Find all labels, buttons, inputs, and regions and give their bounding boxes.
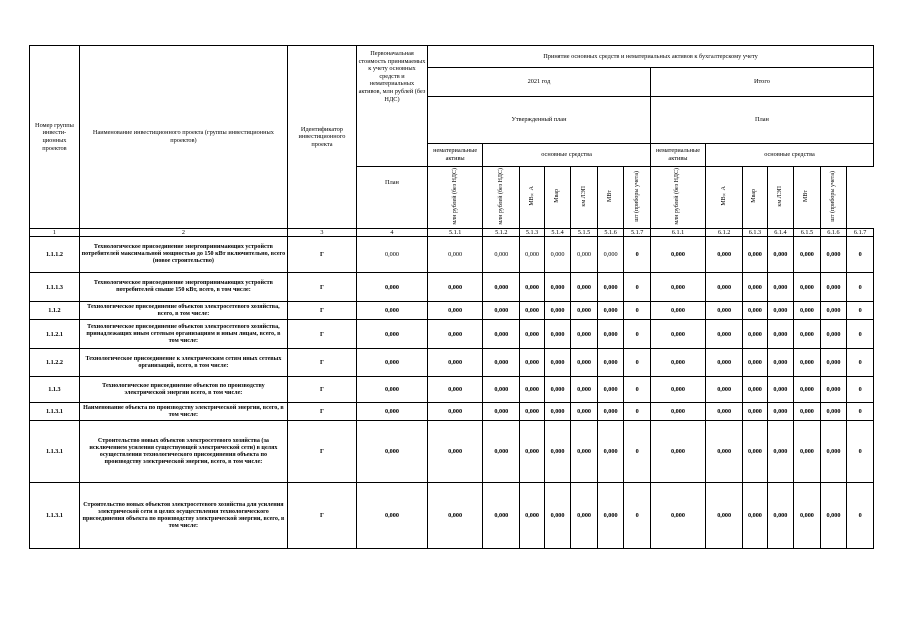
row-value-cell: 0,000 [743, 273, 767, 302]
unit-label: МВ×А [528, 186, 535, 206]
row-value-cell: 0,000 [706, 273, 743, 302]
row-value-cell: 0,000 [520, 421, 544, 483]
row-value-cell: 0,000 [571, 403, 598, 421]
row-value-cell: 0 [847, 377, 874, 403]
row-value-cell: 0,000 [650, 237, 705, 273]
row-value-cell: 0,000 [743, 320, 767, 349]
row-value-cell: 0,000 [571, 273, 598, 302]
column-index-cell: 5.1.2 [483, 229, 520, 237]
row-value-cell: 0,000 [597, 349, 624, 377]
row-value-cell: 0,000 [520, 273, 544, 302]
row-value-cell: 0,000 [794, 273, 821, 302]
row-value-cell: 0 [847, 421, 874, 483]
row-value-cell: 0,000 [820, 349, 847, 377]
table-row [30, 320, 874, 349]
column-index-cell: 5.1.6 [597, 229, 624, 237]
column-index-cell: 6.1.2 [706, 229, 743, 237]
row-value-cell: 0,000 [483, 483, 520, 549]
header-project-name: Наименование инвестиционного проекта (группы инвестиционных проектов) [79, 46, 287, 229]
row-value-cell: 0,000 [706, 421, 743, 483]
row-value-cell: 0,000 [483, 377, 520, 403]
row-value-cell: 0,000 [706, 320, 743, 349]
unit-label: МВт [607, 190, 614, 202]
row-project-name: Технологическое присоединение энергопринимающих устройств потребителей свыше 150 кВт, всего, в том числе: [79, 273, 287, 302]
row-value-cell: 0,000 [597, 421, 624, 483]
row-value-cell: 0,000 [483, 349, 520, 377]
row-plan-value: 0,000 [356, 349, 427, 377]
row-value-cell: 0,000 [597, 320, 624, 349]
unit-label: км ЛЭП [580, 185, 587, 207]
row-value-cell: 0,000 [544, 302, 571, 320]
row-value-cell: 0 [624, 302, 651, 320]
row-value-cell: 0,000 [571, 302, 598, 320]
row-value-cell: 0,000 [794, 302, 821, 320]
row-value-cell: 0,000 [650, 421, 705, 483]
row-value-cell: 0,000 [743, 349, 767, 377]
row-value-cell: 0,000 [794, 483, 821, 549]
row-value-cell: 0,000 [483, 273, 520, 302]
investment-table-document [29, 45, 874, 549]
row-value-cell: 0,000 [650, 273, 705, 302]
unit-label: млн рублей (без НДС) [674, 167, 681, 225]
row-value-cell: 0,000 [794, 377, 821, 403]
row-value-cell: 0,000 [650, 302, 705, 320]
header-total: Итого [650, 68, 873, 97]
row-value-cell: 0,000 [820, 273, 847, 302]
unit-label: шт (приборы учета) [829, 170, 836, 222]
row-project-name: Технологическое присоединение объектов электросетевого хозяйства, принадлежащих иным сетевым организациям и иным лицам, всего, в том числе: [79, 320, 287, 349]
row-identifier: Г [287, 421, 356, 483]
row-value-cell: 0,000 [520, 483, 544, 549]
unit-header-cell [544, 167, 571, 229]
row-value-cell: 0,000 [428, 377, 483, 403]
investment-table [29, 45, 874, 549]
row-value-cell: 0,000 [597, 483, 624, 549]
row-value-cell: 0 [847, 403, 874, 421]
row-value-cell: 0,000 [544, 349, 571, 377]
row-value-cell: 0,000 [544, 403, 571, 421]
row-value-cell: 0,000 [544, 377, 571, 403]
row-value-cell: 0,000 [520, 302, 544, 320]
row-value-cell: 0,000 [767, 403, 794, 421]
row-project-name: Технологическое присоединение энергопринимающих устройств потребителей максимальной мощностью до 150 кВт включительно, всего (новое строительство) [79, 237, 287, 273]
row-number: 1.1.3 [30, 377, 80, 403]
table-row [30, 273, 874, 302]
row-value-cell: 0,000 [767, 273, 794, 302]
header-fixed-assets: основные средства [706, 144, 874, 167]
row-value-cell: 0,000 [571, 320, 598, 349]
row-project-name: Строительство новых объектов электросетевого хозяйства (за исключением усиления существующей электрической сети) в целях осуществления технологического присоединения объекта по производству электрической энергии, всего, в том числе: [79, 421, 287, 483]
row-value-cell: 0,000 [571, 421, 598, 483]
table-row [30, 377, 874, 403]
row-plan-value: 0,000 [356, 302, 427, 320]
unit-header-cell [794, 167, 821, 229]
header-intangible-assets: нематериальные активы [428, 144, 483, 167]
row-value-cell: 0,000 [650, 403, 705, 421]
unit-label: км ЛЭП [776, 185, 783, 207]
row-identifier: Г [287, 320, 356, 349]
header-group-number: Номер группы инвести-ционных проектов [30, 46, 80, 229]
row-value-cell: 0,000 [706, 349, 743, 377]
row-number: 1.1.3.1 [30, 483, 80, 549]
unit-label: шт (приборы учета) [633, 170, 640, 222]
row-value-cell: 0,000 [767, 349, 794, 377]
row-value-cell: 0,000 [520, 237, 544, 273]
row-value-cell: 0,000 [483, 403, 520, 421]
unit-header-cell [767, 167, 794, 229]
row-plan-value: 0,000 [356, 320, 427, 349]
row-project-name: Технологическое присоединение к электрическим сетям иных сетевых организаций, всего, в том числе: [79, 349, 287, 377]
row-plan-value: 0,000 [356, 421, 427, 483]
column-index-cell: 5.1.5 [571, 229, 598, 237]
row-value-cell: 0,000 [820, 483, 847, 549]
row-value-cell: 0,000 [650, 483, 705, 549]
row-value-cell: 0,000 [428, 302, 483, 320]
row-number: 1.1.2 [30, 302, 80, 320]
row-value-cell: 0,000 [706, 302, 743, 320]
table-body [30, 237, 874, 549]
table-row [30, 483, 874, 549]
row-value-cell: 0,000 [428, 349, 483, 377]
row-value-cell: 0,000 [743, 483, 767, 549]
unit-header-cell [597, 167, 624, 229]
row-identifier: Г [287, 403, 356, 421]
row-value-cell: 0,000 [794, 349, 821, 377]
row-value-cell: 0 [847, 237, 874, 273]
unit-label: млн рублей (без НДС) [497, 167, 504, 225]
row-project-name: Наименование объекта по производству электрической энергии, всего, в том числе: [79, 403, 287, 421]
row-value-cell: 0,000 [650, 349, 705, 377]
row-value-cell: 0,000 [483, 421, 520, 483]
row-value-cell: 0 [847, 320, 874, 349]
row-value-cell: 0,000 [483, 237, 520, 273]
column-index-cell: 3 [287, 229, 356, 237]
row-value-cell: 0,000 [571, 237, 598, 273]
row-plan-value: 0,000 [356, 403, 427, 421]
unit-label: МВт [803, 190, 810, 202]
row-value-cell: 0,000 [820, 403, 847, 421]
row-value-cell: 0,000 [820, 302, 847, 320]
column-index-cell: 5.1.3 [520, 229, 544, 237]
row-value-cell: 0,000 [820, 377, 847, 403]
unit-header-cell [571, 167, 598, 229]
row-value-cell: 0,000 [820, 320, 847, 349]
unit-label: Мвар [554, 189, 561, 203]
row-value-cell: 0 [624, 483, 651, 549]
row-value-cell: 0,000 [743, 302, 767, 320]
row-value-cell: 0,000 [767, 302, 794, 320]
row-value-cell: 0,000 [544, 320, 571, 349]
table-row [30, 302, 874, 320]
row-value-cell: 0,000 [597, 273, 624, 302]
header-intangible-assets: нематериальные активы [650, 144, 705, 167]
table-row [30, 349, 874, 377]
row-value-cell: 0,000 [544, 237, 571, 273]
row-value-cell: 0 [624, 349, 651, 377]
row-value-cell: 0 [847, 483, 874, 549]
row-value-cell: 0,000 [650, 377, 705, 403]
row-value-cell: 0 [847, 349, 874, 377]
column-index-cell: 6.1.7 [847, 229, 874, 237]
header-project-id: Идентификатор инвестиционного проекта [287, 46, 356, 229]
column-index-cell: 1 [30, 229, 80, 237]
row-value-cell: 0 [624, 403, 651, 421]
unit-header-cell [624, 167, 651, 229]
row-value-cell: 0,000 [520, 377, 544, 403]
row-value-cell: 0 [624, 237, 651, 273]
row-value-cell: 0,000 [571, 377, 598, 403]
row-value-cell: 0,000 [706, 237, 743, 273]
column-index-cell: 6.1.1 [650, 229, 705, 237]
row-value-cell: 0,000 [544, 421, 571, 483]
unit-header-cell [743, 167, 767, 229]
row-value-cell: 0,000 [520, 403, 544, 421]
column-index-cell: 5.1.7 [624, 229, 651, 237]
row-value-cell: 0,000 [767, 377, 794, 403]
row-value-cell: 0 [847, 302, 874, 320]
row-value-cell: 0 [624, 320, 651, 349]
row-value-cell: 0,000 [743, 403, 767, 421]
row-value-cell: 0,000 [483, 320, 520, 349]
row-number: 1.1.2.2 [30, 349, 80, 377]
row-value-cell: 0,000 [767, 237, 794, 273]
row-number: 1.1.1.2 [30, 237, 80, 273]
row-value-cell: 0,000 [571, 349, 598, 377]
row-identifier: Г [287, 273, 356, 302]
header-plan-col4: План [356, 167, 427, 229]
row-identifier: Г [287, 377, 356, 403]
row-plan-value: 0,000 [356, 273, 427, 302]
table-row [30, 421, 874, 483]
row-value-cell: 0,000 [428, 483, 483, 549]
row-value-cell: 0,000 [794, 320, 821, 349]
row-value-cell: 0,000 [743, 377, 767, 403]
unit-label: Мвар [751, 189, 758, 203]
row-number: 1.1.3.1 [30, 421, 80, 483]
row-value-cell: 0,000 [820, 421, 847, 483]
row-value-cell: 0,000 [597, 302, 624, 320]
column-index-cell: 4 [356, 229, 427, 237]
header-year: 2021 год [428, 68, 651, 97]
row-value-cell: 0,000 [794, 421, 821, 483]
row-value-cell: 0,000 [743, 421, 767, 483]
unit-header-cell [483, 167, 520, 229]
row-value-cell: 0,000 [520, 320, 544, 349]
row-identifier: Г [287, 237, 356, 273]
row-value-cell: 0,000 [428, 273, 483, 302]
row-identifier: Г [287, 483, 356, 549]
row-plan-value: 0,000 [356, 483, 427, 549]
unit-label: млн рублей (без НДС) [451, 167, 458, 225]
row-value-cell: 0,000 [571, 483, 598, 549]
table-header [30, 46, 874, 237]
row-value-cell: 0,000 [428, 237, 483, 273]
unit-header-cell [706, 167, 743, 229]
column-index-cell: 5.1.4 [544, 229, 571, 237]
unit-header-cell [520, 167, 544, 229]
row-value-cell: 0,000 [428, 320, 483, 349]
row-value-cell: 0 [624, 273, 651, 302]
header-fixed-assets: основные средства [483, 144, 651, 167]
row-project-name: Строительство новых объектов электросетевого хозяйства для усиления электрической сети в целях осуществления технологического присоединения объекта по производству электрической энергии, всего, в том числе: [79, 483, 287, 549]
unit-header-cell [428, 167, 483, 229]
row-value-cell: 0,000 [520, 349, 544, 377]
row-value-cell: 0,000 [767, 421, 794, 483]
row-value-cell: 0,000 [794, 237, 821, 273]
row-value-cell: 0,000 [597, 377, 624, 403]
row-project-name: Технологическое присоединение объектов по производству электрической энергии всего, в том числе: [79, 377, 287, 403]
column-index-cell: 6.1.5 [794, 229, 821, 237]
row-value-cell: 0 [624, 421, 651, 483]
header-main: Принятие основных средств и нематериальных активов к бухгалтерскому учету [428, 46, 874, 68]
row-plan-value: 0,000 [356, 377, 427, 403]
row-value-cell: 0,000 [483, 302, 520, 320]
row-value-cell: 0 [847, 273, 874, 302]
row-project-name: Технологическое присоединение объектов электросетевого хозяйства, всего, в том числе: [79, 302, 287, 320]
row-value-cell: 0,000 [544, 483, 571, 549]
table-row [30, 237, 874, 273]
row-number: 1.1.2.1 [30, 320, 80, 349]
column-index-cell: 5.1.1 [428, 229, 483, 237]
column-index-cell: 6.1.6 [820, 229, 847, 237]
row-number: 1.1.1.3 [30, 273, 80, 302]
row-value-cell: 0,000 [544, 273, 571, 302]
row-value-cell: 0,000 [794, 403, 821, 421]
column-index-cell: 6.1.3 [743, 229, 767, 237]
table-row [30, 403, 874, 421]
row-value-cell: 0,000 [597, 237, 624, 273]
row-value-cell: 0,000 [428, 403, 483, 421]
unit-header-cell [650, 167, 705, 229]
header-approved-plan: Утвержденный план [428, 97, 651, 144]
row-value-cell: 0,000 [428, 421, 483, 483]
row-plan-value: 0,000 [356, 237, 427, 273]
column-index-cell: 2 [79, 229, 287, 237]
header-initial-cost: Первоначальная стоимость принимаемых к учету основных средств и нематериальных активов, млн рублей (без НДС) [356, 46, 427, 167]
row-identifier: Г [287, 302, 356, 320]
row-value-cell: 0,000 [706, 377, 743, 403]
row-value-cell: 0,000 [767, 483, 794, 549]
row-identifier: Г [287, 349, 356, 377]
row-number: 1.1.3.1 [30, 403, 80, 421]
unit-header-cell [820, 167, 847, 229]
row-value-cell: 0 [624, 377, 651, 403]
unit-label: МВ×А [720, 186, 727, 206]
row-value-cell: 0,000 [743, 237, 767, 273]
column-index-cell: 6.1.4 [767, 229, 794, 237]
row-value-cell: 0,000 [650, 320, 705, 349]
header-plan: План [650, 97, 873, 144]
row-value-cell: 0,000 [767, 320, 794, 349]
row-value-cell: 0,000 [820, 237, 847, 273]
row-value-cell: 0,000 [706, 403, 743, 421]
row-value-cell: 0,000 [706, 483, 743, 549]
row-value-cell: 0,000 [597, 403, 624, 421]
